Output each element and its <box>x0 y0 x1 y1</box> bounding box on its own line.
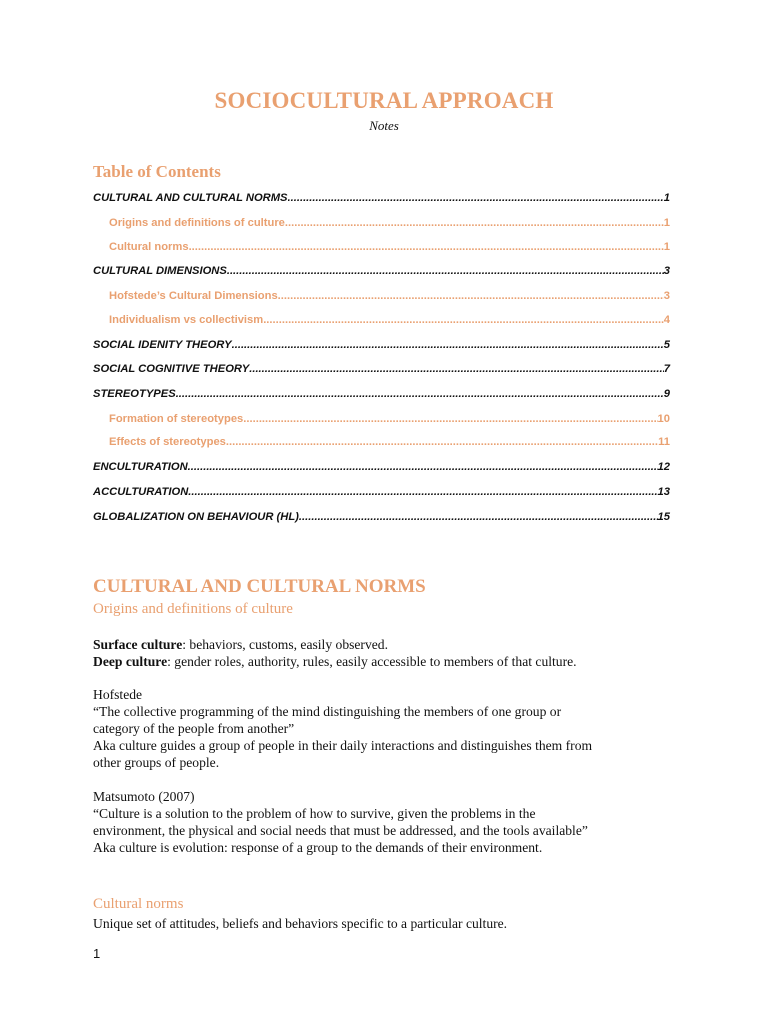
toc-leader-dots <box>288 192 664 204</box>
document-subtitle: Notes <box>369 118 399 133</box>
toc-entry-page: 1 <box>663 192 670 204</box>
toc-entry-hofstede[interactable] <box>109 290 670 306</box>
toc-leader-dots <box>227 265 664 277</box>
matsumoto-quote-line-2: environment, the physical and social needs that must be addressed, and the tools available” <box>93 823 588 838</box>
surface-culture-text: : behaviors, customs, easily observed. <box>182 637 388 652</box>
toc-entry-page: 1 <box>663 217 670 229</box>
deep-culture-text: : gender roles, authority, rules, easily accessible to members of that culture. <box>167 654 577 669</box>
section-subheading: Origins and definitions of culture <box>93 601 293 617</box>
section-heading: CULTURAL AND CULTURAL NORMS <box>93 576 426 597</box>
toc-leader-dots <box>263 314 664 326</box>
toc-leader-dots <box>188 461 658 473</box>
toc-entry-stereotypes[interactable] <box>93 388 670 404</box>
surface-culture-label: Surface culture <box>93 637 183 652</box>
toc-entry-text: ACCULTURATION <box>93 486 189 498</box>
toc-entry-page: 12 <box>657 461 670 473</box>
toc-entry-text: SOCIAL COGNITIVE THEORY <box>93 363 250 375</box>
toc-entry-text: CULTURAL DIMENSIONS <box>93 265 227 277</box>
toc-leader-dots <box>226 436 658 448</box>
toc-entry-effects[interactable] <box>109 436 670 452</box>
hofstede-aka-line-2: other groups of people. <box>93 755 220 770</box>
page-number: 1 <box>93 946 101 961</box>
toc-entry-social-identity[interactable] <box>93 339 670 355</box>
matsumoto-aka-line: Aka culture is evolution: response of a group to the demands of their environment. <box>93 840 543 855</box>
toc-entry-origins[interactable] <box>109 217 670 233</box>
toc-leader-dots <box>249 363 664 375</box>
surface-culture-line <box>93 636 388 653</box>
toc-entry-text: Formation of stereotypes <box>109 413 244 425</box>
toc-entry-text: Effects of stereotypes <box>109 436 226 448</box>
deep-culture-line <box>93 653 577 670</box>
toc-entry-acculturation[interactable] <box>93 486 670 502</box>
toc-entry-text: STEREOTYPES <box>93 388 176 400</box>
toc-entry-social-cognitive[interactable] <box>93 363 670 379</box>
toc-entry-cultural-norms-sub[interactable] <box>109 241 670 257</box>
hofstede-aka-line-1: Aka culture guides a group of people in their daily interactions and distinguishes them from <box>93 738 593 753</box>
toc-entry-text: SOCIAL IDENITY THEORY <box>93 339 232 351</box>
toc-entry-text: GLOBALIZATION ON BEHAVIOUR (HL) <box>93 511 299 523</box>
toc-leader-dots <box>299 511 658 523</box>
toc-entry-page: 4 <box>663 314 670 326</box>
cultural-norms-heading: Cultural norms <box>93 896 184 912</box>
toc-entry-page: 7 <box>663 363 670 375</box>
toc-entry-page: 9 <box>663 388 670 400</box>
toc-entry-text: Individualism vs collectivism <box>109 314 264 326</box>
deep-culture-label: Deep culture <box>93 654 168 669</box>
matsumoto-quote-line-1: “Culture is a solution to the problem of how to survive, given the problems in the <box>93 806 536 821</box>
toc-entry-page: 3 <box>663 265 670 277</box>
hofstede-quote-line-1: “The collective programming of the mind distinguishing the members of one group or <box>93 704 562 719</box>
matsumoto-name: Matsumoto (2007) <box>93 789 195 804</box>
hofstede-name: Hofstede <box>93 687 143 702</box>
toc-entry-cultural-dimensions[interactable] <box>93 265 670 281</box>
toc-entry-page: 10 <box>657 413 670 425</box>
toc-entry-page: 11 <box>658 436 670 448</box>
hofstede-quote-line-2: category of the people from another” <box>93 721 295 736</box>
toc-leader-dots <box>278 290 664 302</box>
toc-entry-text: Cultural norms <box>109 241 189 253</box>
toc-entry-page: 13 <box>657 486 670 498</box>
toc-heading: Table of Contents <box>93 162 221 181</box>
toc-entry-text: Hofstede’s Cultural Dimensions <box>109 290 278 302</box>
toc-entry-page: 15 <box>657 511 670 523</box>
toc-leader-dots <box>176 388 664 400</box>
toc-leader-dots <box>232 339 664 351</box>
toc-entry-text: Origins and definitions of culture <box>109 217 285 229</box>
toc-entry-page: 1 <box>663 241 670 253</box>
toc-entry-individualism[interactable] <box>109 314 670 330</box>
toc-entry-text: CULTURAL AND CULTURAL NORMS <box>93 192 288 204</box>
toc-leader-dots <box>243 413 657 425</box>
cultural-norms-text: Unique set of attitudes, beliefs and behaviors specific to a particular culture. <box>93 916 508 931</box>
toc-entry-cultural-norms[interactable] <box>93 192 670 208</box>
toc-entry-page: 3 <box>663 290 670 302</box>
toc-leader-dots <box>189 241 664 253</box>
document-title: SOCIOCULTURAL APPROACH <box>214 88 554 113</box>
toc-leader-dots <box>188 486 657 498</box>
toc-entry-formation[interactable] <box>109 413 670 429</box>
toc-entry-globalization[interactable] <box>93 511 670 527</box>
toc-entry-enculturation[interactable] <box>93 461 670 477</box>
toc-entry-page: 5 <box>663 339 670 351</box>
toc-leader-dots <box>285 217 664 229</box>
toc-entry-text: ENCULTURATION <box>93 461 188 473</box>
